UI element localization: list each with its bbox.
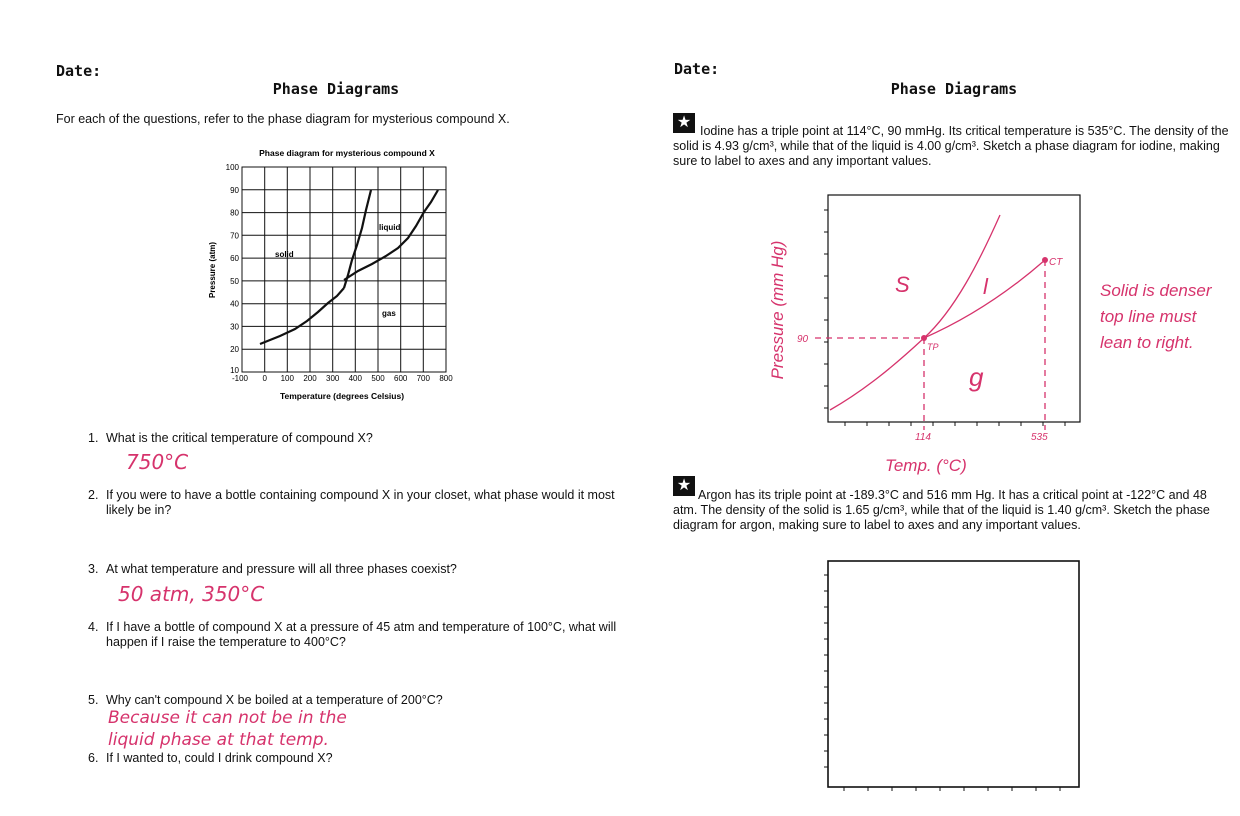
question-text: If I have a bottle of compound X at a pressure of 45 atm and temperature of 100°C, what will happen if I raise the temperature to 400°C? <box>106 620 617 649</box>
region-s-label: S <box>895 272 910 297</box>
region-gas-label: gas <box>382 309 396 318</box>
y-tick: 60 <box>230 254 239 264</box>
star-icon: ★ <box>673 476 695 496</box>
x-tick: 700 <box>416 374 430 383</box>
x-tick: -100 <box>231 374 249 383</box>
x-ct-value-label: 535 <box>1031 432 1048 443</box>
sketch-x-axis-label: Temp. (°C) <box>885 456 967 475</box>
note-line1: Solid is denser <box>1100 281 1212 300</box>
solid-liquid-curve <box>344 190 371 288</box>
y-tick: 20 <box>230 345 239 355</box>
note-line2: top line must <box>1100 307 1197 326</box>
argon-question-text: Argon has its triple point at -189.3°C and 516 mm Hg. It has a critical point at -122°C and 48 atm. The density of the solid is 1.65 g/cm³, while that of the liquid is 1.40 g/cm³. Sketch the phase diagram for argon, making sure to label to axes and any important values. <box>673 488 1210 532</box>
question-number: 5. <box>88 693 99 707</box>
answer-handwritten: 50 atm, 350°C <box>118 582 265 606</box>
y-tick: 90 <box>230 185 239 195</box>
chart-title: Phase diagram for mysterious compound X <box>259 148 435 158</box>
question-number: 4. <box>88 620 99 634</box>
right-page-title: Phase Diagrams <box>890 80 1018 98</box>
liquid-gas-sketch-curve <box>924 260 1045 338</box>
star-icon: ★ <box>673 113 695 133</box>
critical-point-marker <box>1042 257 1048 263</box>
answer-handwritten-line1: Because it can not be in the <box>108 708 347 728</box>
ct-label: CT <box>1049 257 1063 268</box>
y-tick: 80 <box>230 208 239 218</box>
y-value-label: 90 <box>797 334 809 345</box>
argon-sketch-frame <box>820 555 1090 795</box>
x-tick: 500 <box>371 374 385 383</box>
question-text: At what temperature and pressure will all three phases coexist? <box>106 562 457 576</box>
question-text: If you were to have a bottle containing compound X in your closet, what phase would it most likely be in? <box>106 488 615 517</box>
question-number: 2. <box>88 488 99 502</box>
solid-gas-sketch-curve <box>830 338 924 410</box>
y-tick: 50 <box>230 276 239 286</box>
region-l-label: l <box>983 274 988 299</box>
x-axis-label: Temperature (degrees Celsius) <box>279 391 405 401</box>
question-text: If I wanted to, could I drink compound X? <box>106 751 333 765</box>
x-tp-value-label: 114 <box>915 432 931 443</box>
question-number: 3. <box>88 562 99 576</box>
left-date-label: Date: <box>56 62 102 80</box>
sketch-y-axis-label: Pressure (mm Hg) <box>768 240 787 380</box>
triple-point-marker <box>921 335 927 341</box>
answer-handwritten-line2: liquid phase at that temp. <box>108 730 329 750</box>
y-axis-label: Pressure (atm) <box>208 241 217 299</box>
y-tick: 40 <box>230 299 239 309</box>
y-tick: 30 <box>230 322 239 332</box>
x-tick: 600 <box>394 374 408 383</box>
x-tick: 200 <box>303 374 317 383</box>
compound-x-phase-diagram <box>200 140 470 405</box>
chart-grid <box>242 167 446 372</box>
sketch-frame <box>828 195 1080 422</box>
question-text: What is the critical temperature of compound X? <box>106 431 373 445</box>
x-tick: 300 <box>326 374 340 383</box>
y-tick: 100 <box>225 163 239 172</box>
question-number: 6. <box>88 751 99 765</box>
region-g-label: g <box>969 362 984 392</box>
answer-handwritten: 750°C <box>126 450 189 474</box>
tp-label: TP <box>927 342 939 352</box>
region-solid-label: solid <box>275 250 294 259</box>
right-date-label: Date: <box>674 60 720 78</box>
region-liquid-label: liquid <box>379 223 401 232</box>
note-line3: lean to right. <box>1100 333 1194 352</box>
x-tick: 400 <box>348 374 362 383</box>
x-tick: 800 <box>439 374 453 383</box>
solid-gas-curve <box>260 288 344 344</box>
y-tick: 10 <box>230 366 239 375</box>
x-tick: 0 <box>262 374 267 383</box>
left-intro: For each of the questions, refer to the phase diagram for mysterious compound X. <box>56 112 510 126</box>
question-text: Why can't compound X be boiled at a temperature of 200°C? <box>106 693 443 707</box>
question-number: 1. <box>88 431 99 445</box>
left-page-title: Phase Diagrams <box>272 80 400 98</box>
iodine-question-text: Iodine has a triple point at 114°C, 90 mmHg. Its critical temperature is 535°C. The density of the solid is 4.93 g/cm³, while that of the liquid is 4.00 g/cm³. Sketch a phase diagram for iodine, making sure to label to axes and any important values. <box>673 124 1229 168</box>
x-tick: 100 <box>280 374 294 383</box>
y-tick: 70 <box>230 231 239 241</box>
iodine-sketch <box>755 190 1235 480</box>
